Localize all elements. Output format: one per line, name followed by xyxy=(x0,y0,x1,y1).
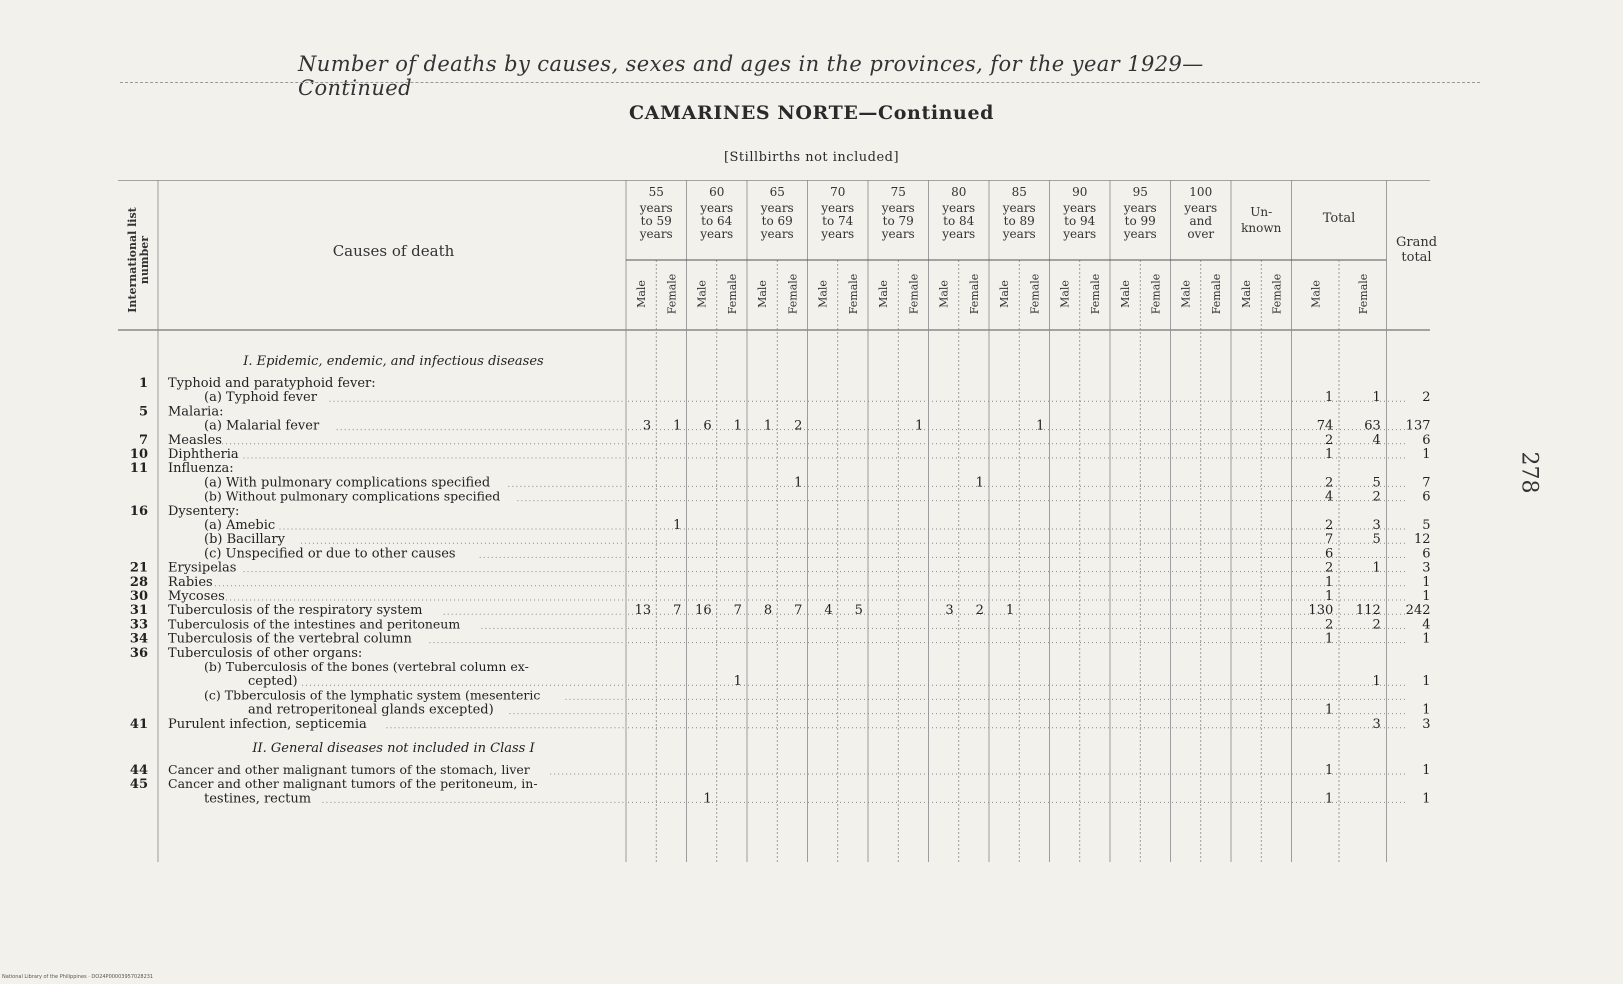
row-value: 5 xyxy=(1422,518,1431,533)
row-value: 2 xyxy=(1324,518,1334,533)
row-value: 1 xyxy=(915,418,924,434)
header-age-line: 100 xyxy=(1189,185,1213,199)
header-female: Female xyxy=(1209,273,1223,315)
row-value: 137 xyxy=(1405,418,1431,434)
row-intl-number: 31 xyxy=(129,603,148,619)
row-value: 1 xyxy=(673,418,682,434)
header-age-line: 95 xyxy=(1132,185,1148,199)
header-male: Male xyxy=(1240,280,1254,308)
row-value: 112 xyxy=(1355,603,1381,619)
row-cause-label: Typhoid and paratyphoid fever: xyxy=(168,376,376,391)
header-age-group xyxy=(881,185,915,241)
row-intl-number: 11 xyxy=(129,461,148,477)
row-intl-number: 1 xyxy=(138,376,148,391)
row-value: 3 xyxy=(1372,518,1381,533)
row-value: 1 xyxy=(1422,674,1431,690)
row-value: 4 xyxy=(824,603,833,619)
row-value: 1 xyxy=(1422,763,1431,778)
header-grand-line: Grand xyxy=(1395,235,1438,250)
row-value: 1 xyxy=(1422,791,1431,807)
row-value: 6 xyxy=(1324,546,1334,562)
row-cause-label: Tuberculosis of other organs: xyxy=(168,645,363,661)
header-female: Female xyxy=(846,273,860,315)
row-value: 63 xyxy=(1364,418,1381,434)
header-age-group xyxy=(941,185,975,241)
row-cause-label: Tuberculosis of the respiratory system xyxy=(168,603,423,619)
row-cause-label: Tuberculosis of the vertebral column xyxy=(168,631,412,647)
header-age-group xyxy=(639,185,673,241)
row-value: 2 xyxy=(1324,560,1334,576)
header-age-line: years xyxy=(881,201,915,215)
header-age-line: 85 xyxy=(1011,185,1027,199)
row-value: 7 xyxy=(794,603,803,619)
header-age-line: years xyxy=(881,227,915,241)
header-male: Male xyxy=(1058,280,1072,308)
row-value: 2 xyxy=(975,603,984,619)
row-intl-number: 16 xyxy=(129,503,148,519)
row-cause-label: Tuberculosis of the intestines and peritoneum xyxy=(168,616,461,632)
row-cause-label: (a) Typhoid fever xyxy=(204,390,317,406)
header-total-male: Male xyxy=(1309,280,1323,308)
row-value: 1 xyxy=(703,791,712,807)
header-male: Male xyxy=(1179,280,1193,308)
row-value: 2 xyxy=(1422,390,1431,406)
row-intl-number: 28 xyxy=(129,574,148,590)
header-age-group xyxy=(699,185,733,241)
header-intl-number xyxy=(126,206,151,312)
header-age-group xyxy=(1002,185,1036,241)
row-cause-label: Diphtheria xyxy=(168,447,239,462)
row-cause-label: Cancer and other malignant tumors of the peritoneum, in- xyxy=(168,776,538,792)
row-value: 74 xyxy=(1316,418,1334,434)
header-age-line: to 94 xyxy=(1064,214,1096,228)
row-value: 4 xyxy=(1372,432,1381,448)
row-cause-label: (b) Without pulmonary complications specified xyxy=(204,488,501,504)
row-value: 1 xyxy=(1324,702,1334,718)
row-value: 7 xyxy=(1324,532,1334,548)
row-value: 5 xyxy=(854,603,863,619)
header-age-group xyxy=(1062,185,1096,241)
row-value: 3 xyxy=(1422,716,1431,732)
header-age-line: years xyxy=(1063,227,1097,241)
header-age-line: years xyxy=(1002,201,1036,215)
row-value: 6 xyxy=(1422,546,1431,562)
header-age-line: 75 xyxy=(890,185,906,199)
header-age-line: to 84 xyxy=(943,214,975,228)
header-grand-total xyxy=(1396,235,1437,265)
row-cause-label: (b) Tuberculosis of the bones (vertebral column ex- xyxy=(204,659,529,674)
header-male: Male xyxy=(1119,280,1133,308)
row-value: 7 xyxy=(673,603,682,619)
header-female: Female xyxy=(1270,273,1284,315)
row-cause-label: Rabies xyxy=(168,574,213,590)
row-cause-label: Cancer and other malignant tumors of the stomach, liver xyxy=(168,762,530,777)
row-cause-label: (a) With pulmonary complications specified xyxy=(204,475,491,491)
header-age-line: years xyxy=(942,227,976,241)
row-value: 2 xyxy=(1372,617,1381,633)
header-female: Female xyxy=(786,273,800,315)
row-value: 6 xyxy=(1422,432,1431,448)
header-age-line: 55 xyxy=(648,185,664,199)
row-cause-label: and retroperitoneal glands excepted) xyxy=(248,702,494,718)
row-value: 1 xyxy=(673,518,682,533)
row-value: 1 xyxy=(733,418,742,434)
row-cause-label: Mycoses xyxy=(168,589,225,604)
row-value: 1 xyxy=(1372,674,1381,690)
header-male: Male xyxy=(877,280,891,308)
row-intl-number: 34 xyxy=(129,631,148,647)
header-male: Male xyxy=(635,280,649,308)
header-age-line: years xyxy=(821,227,855,241)
row-value: 3 xyxy=(1372,716,1381,732)
row-value: 6 xyxy=(703,418,712,434)
row-value: 1 xyxy=(1422,574,1431,590)
header-female: Female xyxy=(907,273,921,315)
row-value: 1 xyxy=(1324,763,1334,778)
header-age-line: to 89 xyxy=(1003,214,1035,228)
row-value: 1 xyxy=(1324,589,1334,604)
header-age-line: to 99 xyxy=(1124,214,1156,228)
row-value: 1 xyxy=(733,674,742,690)
header-age-group xyxy=(1183,185,1217,241)
row-intl-number: 36 xyxy=(129,645,148,661)
row-cause-label: Measles xyxy=(168,432,222,448)
library-footer: National Library of the Philippines · DO24P00003957028231 xyxy=(2,974,154,980)
row-value: 7 xyxy=(733,603,742,619)
row-value: 1 xyxy=(1422,589,1431,604)
row-value: 1 xyxy=(1324,390,1334,406)
header-male: Male xyxy=(998,280,1012,308)
header-age-line: years xyxy=(1123,201,1157,215)
row-value: 1 xyxy=(1372,390,1381,406)
header-age-line: to 79 xyxy=(882,214,914,228)
row-cause-label: Influenza: xyxy=(168,461,234,477)
row-value: 1 xyxy=(975,475,984,491)
deaths-table-svg xyxy=(118,180,1490,886)
row-value: 8 xyxy=(763,603,773,619)
header-age-line: 60 xyxy=(709,185,725,199)
header-age-line: and xyxy=(1189,214,1213,228)
row-value: 1 xyxy=(1422,447,1431,462)
row-cause-label: Dysentery: xyxy=(168,503,240,519)
header-age-line: years xyxy=(1123,227,1157,241)
header-age-group xyxy=(1241,205,1281,235)
row-value: 2 xyxy=(794,418,803,434)
row-cause-label: testines, rectum xyxy=(204,791,312,807)
header-age-line: 90 xyxy=(1072,185,1088,199)
section-heading: I. Epidemic, endemic, and infectious diseases xyxy=(243,354,544,369)
row-value: 1 xyxy=(763,418,773,434)
header-age-line: years xyxy=(821,201,855,215)
header-age-line: years xyxy=(1063,201,1097,215)
header-age-line: years xyxy=(700,201,734,215)
header-age-line: to 69 xyxy=(761,214,793,228)
row-value: 1 xyxy=(794,475,803,491)
row-value: 1 xyxy=(1324,574,1334,590)
row-value: 4 xyxy=(1422,617,1431,633)
row-value: 1 xyxy=(1324,631,1334,647)
header-grand-line: total xyxy=(1401,250,1432,265)
header-age-line: 80 xyxy=(951,185,967,199)
row-value: 2 xyxy=(1324,617,1334,633)
row-intl-number: 30 xyxy=(129,589,148,604)
row-intl-number: 33 xyxy=(129,617,148,633)
row-intl-number: 5 xyxy=(138,404,148,420)
row-cause-label: (c) Unspecified or due to other causes xyxy=(204,546,456,562)
row-value: 3 xyxy=(945,603,954,619)
row-value: 5 xyxy=(1372,475,1381,491)
header-female: Female xyxy=(725,273,739,315)
row-cause-label: (a) Malarial fever xyxy=(204,418,320,434)
header-age-line: years xyxy=(639,201,673,215)
row-intl-number: 10 xyxy=(129,447,148,462)
row-cause-label: (b) Bacillary xyxy=(204,532,285,548)
row-cause-label: (a) Amebic xyxy=(204,518,276,533)
header-intl-number-line: International list xyxy=(126,207,139,313)
row-intl-number: 7 xyxy=(138,432,148,448)
row-value: 1 xyxy=(1422,631,1431,647)
row-value: 130 xyxy=(1308,603,1334,619)
row-value: 6 xyxy=(1422,489,1431,505)
province-subtitle: CAMARINES NORTE—Continued xyxy=(628,102,995,124)
header-causes: Causes of death xyxy=(332,242,455,260)
header-female: Female xyxy=(1149,273,1163,315)
row-value: 2 xyxy=(1324,475,1334,491)
page-number: 278 xyxy=(1516,451,1542,494)
header-total: Total xyxy=(1322,211,1356,226)
row-value: 1 xyxy=(1036,418,1045,434)
header-intl-number-line: number xyxy=(138,235,151,285)
row-value: 3 xyxy=(642,418,652,434)
header-age-line: years xyxy=(700,227,734,241)
row-value: 1 xyxy=(1005,603,1015,619)
row-value: 2 xyxy=(1372,489,1381,505)
header-female: Female xyxy=(967,273,981,315)
stillbirths-note: [Stillbirths not included] xyxy=(723,150,900,165)
section-heading: II. General diseases not included in Class I xyxy=(252,741,535,756)
header-age-line: to 59 xyxy=(640,214,672,228)
row-value: 5 xyxy=(1372,532,1381,548)
header-female: Female xyxy=(665,273,679,315)
header-age-line: Un- xyxy=(1250,205,1273,219)
header-age-line: years xyxy=(760,201,794,215)
header-age-line: 65 xyxy=(769,185,785,199)
row-value: 3 xyxy=(1422,560,1431,576)
row-value: 1 xyxy=(1372,560,1381,576)
header-age-line: over xyxy=(1187,227,1215,241)
row-intl-number: 41 xyxy=(129,716,148,732)
deaths-table xyxy=(118,180,1490,886)
header-age-line: 70 xyxy=(830,185,846,199)
page-title: Number of deaths by causes, sexes and ages in the provinces, for the year 1929—Continued xyxy=(298,52,1204,100)
row-intl-number: 21 xyxy=(129,560,148,576)
row-value: 4 xyxy=(1324,489,1334,505)
header-age-line: years xyxy=(639,227,673,241)
header-age-line: known xyxy=(1241,221,1282,235)
header-male: Male xyxy=(695,280,709,308)
header-age-group xyxy=(820,185,854,241)
header-male: Male xyxy=(756,280,770,308)
header-age-line: years xyxy=(942,201,976,215)
header-age-group xyxy=(760,185,794,241)
row-value: 16 xyxy=(695,603,712,619)
row-cause-label: Purulent infection, septicemia xyxy=(168,716,367,732)
header-age-line: to 64 xyxy=(701,214,733,228)
row-value: 7 xyxy=(1422,475,1431,491)
title-rule xyxy=(120,82,1480,83)
header-age-line: years xyxy=(1002,227,1036,241)
row-intl-number: 45 xyxy=(129,777,148,793)
header-male: Male xyxy=(937,280,951,308)
header-total-female: Female xyxy=(1356,273,1370,315)
row-value: 1 xyxy=(1422,702,1431,718)
header-female: Female xyxy=(1028,273,1042,315)
header-age-line: to 74 xyxy=(822,214,854,228)
header-female: Female xyxy=(1088,273,1102,315)
header-male: Male xyxy=(816,280,830,308)
row-intl-number: 44 xyxy=(129,763,148,778)
row-value: 1 xyxy=(1324,447,1334,462)
row-value: 12 xyxy=(1413,532,1431,548)
row-cause-label: Malaria: xyxy=(168,404,224,420)
row-cause-label: Erysipelas xyxy=(168,560,237,576)
row-value: 13 xyxy=(634,603,652,619)
row-value: 2 xyxy=(1324,432,1334,448)
header-age-line: years xyxy=(1184,201,1218,215)
row-cause-label: (c) Tbberculosis of the lymphatic system (mesenteric xyxy=(204,687,541,703)
row-value: 1 xyxy=(1324,791,1334,807)
header-age-group xyxy=(1123,185,1157,241)
header-age-line: years xyxy=(760,227,794,241)
row-cause-label: cepted) xyxy=(248,674,298,690)
row-value: 242 xyxy=(1405,603,1431,619)
